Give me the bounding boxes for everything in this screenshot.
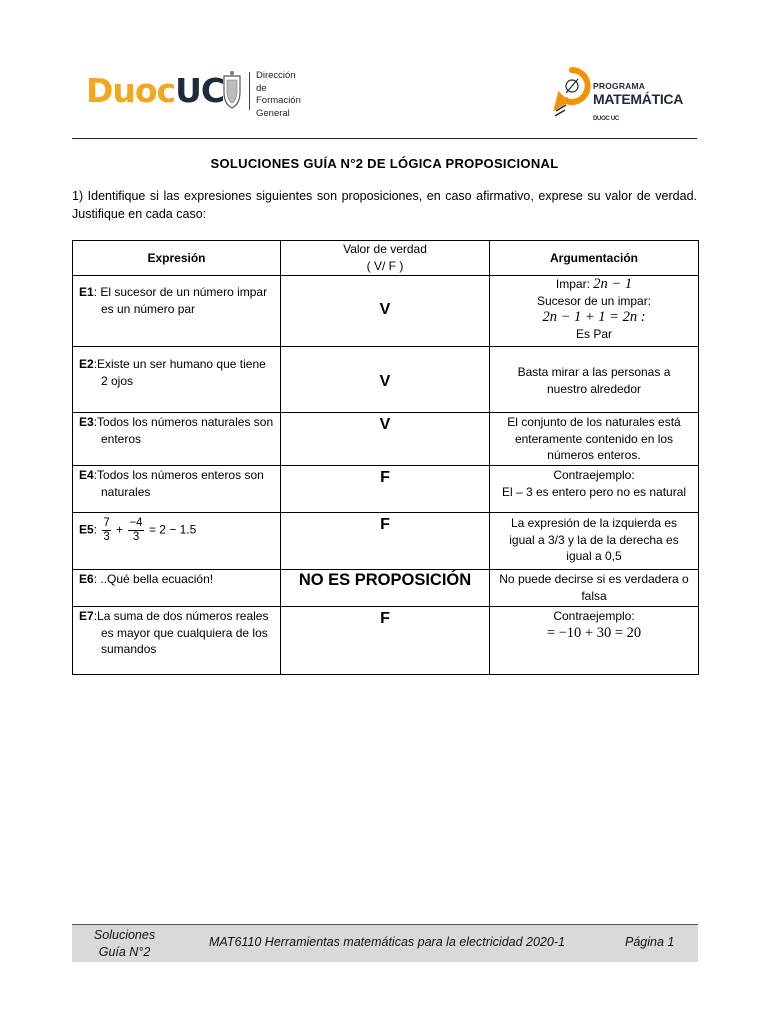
argument-line: Sucesor de un impar: (536, 293, 652, 308)
argument-label: Impar: (555, 277, 590, 291)
matematica-word: MATEMÁTICA (593, 91, 683, 107)
lightbulb-icon (552, 67, 592, 119)
truth-value-cell (281, 347, 490, 413)
argument-cell (490, 347, 699, 413)
solutions-table (72, 240, 699, 675)
expression-cell (73, 413, 281, 466)
expression-id: E1 (79, 285, 94, 299)
argument-cell (490, 276, 699, 347)
argument-cell (490, 466, 699, 513)
argument-line: Contraejemplo: (553, 609, 635, 623)
truth-value: F (380, 469, 390, 486)
expression-id: E5 (79, 522, 94, 537)
expression-sep: : (93, 285, 101, 299)
math-rest: = 2 − 1.5 (148, 522, 197, 537)
expression-text: Todos los números enteros son naturales (97, 468, 264, 499)
duoc-uc-logo (86, 70, 301, 119)
truth-value: F (380, 610, 390, 627)
header-valor-line1: Valor de verdad (343, 242, 427, 256)
argument-cell (490, 607, 699, 675)
expression-cell (73, 347, 281, 413)
expression-id: E2 (79, 357, 94, 371)
truth-value-cell (281, 513, 490, 570)
argument-text: El conjunto de los naturales está enteramente contenido en los números enteros. (507, 415, 681, 462)
footer-course: MAT6110 Herramientas matemáticas para la electricidad 2020-1 (209, 935, 565, 949)
expression-cell (73, 570, 281, 607)
logo-divider (249, 72, 250, 110)
footer-page-number: Página 1 (625, 935, 675, 949)
header-valor (281, 241, 490, 276)
expression-id: E6 (79, 572, 94, 586)
expression-text: ..Qué bella ecuación! (100, 572, 214, 586)
document-title: SOLUCIONES GUÍA N°2 DE LÓGICA PROPOSICIONAL (210, 156, 559, 171)
duocuc-suffix: DUOC UC (593, 116, 619, 122)
dept-line-3: General (256, 107, 290, 119)
expression-sep: : (93, 609, 98, 623)
expression-text-block (79, 284, 274, 317)
expression-text-block (79, 414, 274, 447)
footer-doc-name-line2: Guía N°2 (98, 945, 151, 959)
table-row (73, 276, 699, 347)
programa-label: PROGRAMA (593, 81, 646, 91)
truth-value-cell (281, 607, 490, 675)
fraction-denominator: 3 (103, 531, 110, 543)
exercise-instructions: 1) Identifique si las expresiones siguientes son proposiciones, en caso afirmativo, exprese su valor de verdad. Justifique en cada caso: (72, 189, 697, 221)
argument-text: No puede decirse si es verdadera o falsa (499, 572, 689, 603)
header-rule (72, 138, 697, 139)
university-seal-icon (221, 70, 243, 110)
argument-line: El – 3 es entero pero no es natural (501, 484, 687, 499)
page-footer (72, 924, 698, 962)
expression-cell (73, 607, 281, 675)
argument-text: Basta mirar a las personas a nuestro alrededor (517, 365, 671, 396)
expression-text: Todos los números naturales son enteros (97, 415, 274, 446)
expression-cell (73, 513, 281, 570)
math-operator: + (116, 522, 124, 537)
table-row (73, 513, 699, 570)
expression-cell (73, 276, 281, 347)
department-name (256, 70, 301, 120)
argument-math: 2n − 1 + 1 = 2n : (542, 309, 646, 325)
expression-text: El sucesor de un número impar es un número par (100, 285, 268, 316)
footer-doc-name (72, 927, 177, 961)
table-header-row (73, 241, 699, 276)
argument-line: Es Par (575, 326, 612, 341)
expression-text-block (79, 356, 274, 389)
expression-sep: : (93, 468, 98, 482)
argument-text: La expresión de la izquierda es igual a 3/3 y la de la derecha es igual a 0,5 (509, 516, 679, 563)
expression-sep: : (93, 357, 98, 371)
header-expresion: Expresión (73, 241, 281, 276)
argument-math: = −10 + 30 = 20 (546, 624, 642, 641)
expression-text-block (79, 467, 274, 500)
argument-cell (490, 513, 699, 570)
argument-cell (490, 570, 699, 607)
table-row (73, 347, 699, 413)
expression-sep: : (93, 572, 101, 586)
argument-math: 2n − 1 (593, 276, 633, 292)
dept-line-2: Formación (256, 95, 301, 106)
expression-text: Existe un ser humano que tiene 2 ojos (97, 357, 266, 388)
expression-sep: : (93, 522, 101, 537)
table-row (73, 607, 699, 675)
argument-cell (490, 413, 699, 466)
expression-text-block (79, 608, 274, 658)
dept-line-1: Dirección de (256, 70, 296, 94)
fraction-numerator: −4 (129, 517, 143, 529)
table-row (73, 570, 699, 607)
truth-value: F (380, 516, 390, 533)
header-argumentacion: Argumentación (490, 241, 699, 276)
logo-duoc-word: Duoc (86, 71, 176, 110)
argument-line: Contraejemplo: (553, 468, 635, 482)
logo-uc-word: UC (175, 71, 225, 110)
truth-value-cell (281, 466, 490, 513)
truth-value-cell (281, 276, 490, 347)
matematica-label (593, 91, 692, 123)
fraction (128, 517, 143, 544)
header-valor-line2: ( V/ F ) (366, 258, 404, 273)
expression-text: La suma de dos números reales es mayor que cualquiera de los sumandos (97, 609, 269, 656)
expression-id: E7 (79, 609, 94, 623)
truth-value: V (379, 301, 391, 318)
expression-cell (73, 466, 281, 513)
expression-id: E3 (79, 415, 94, 429)
expression-sep: : (93, 415, 98, 429)
table-row (73, 466, 699, 513)
fraction (102, 517, 110, 544)
truth-value: V (379, 373, 391, 390)
not-a-proposition-label: NO ES PROPOSICIÓN (298, 571, 472, 589)
truth-value: V (379, 416, 391, 433)
truth-value-cell (281, 570, 490, 607)
argument-line (496, 276, 692, 293)
fraction-denominator: 3 (132, 531, 140, 543)
programa-matematica-logo (552, 67, 692, 122)
truth-value-cell (281, 413, 490, 466)
footer-doc-name-line1: Soluciones (93, 928, 156, 942)
fraction-numerator: 7 (103, 517, 110, 529)
table-row (73, 413, 699, 466)
expression-id: E4 (79, 468, 94, 482)
